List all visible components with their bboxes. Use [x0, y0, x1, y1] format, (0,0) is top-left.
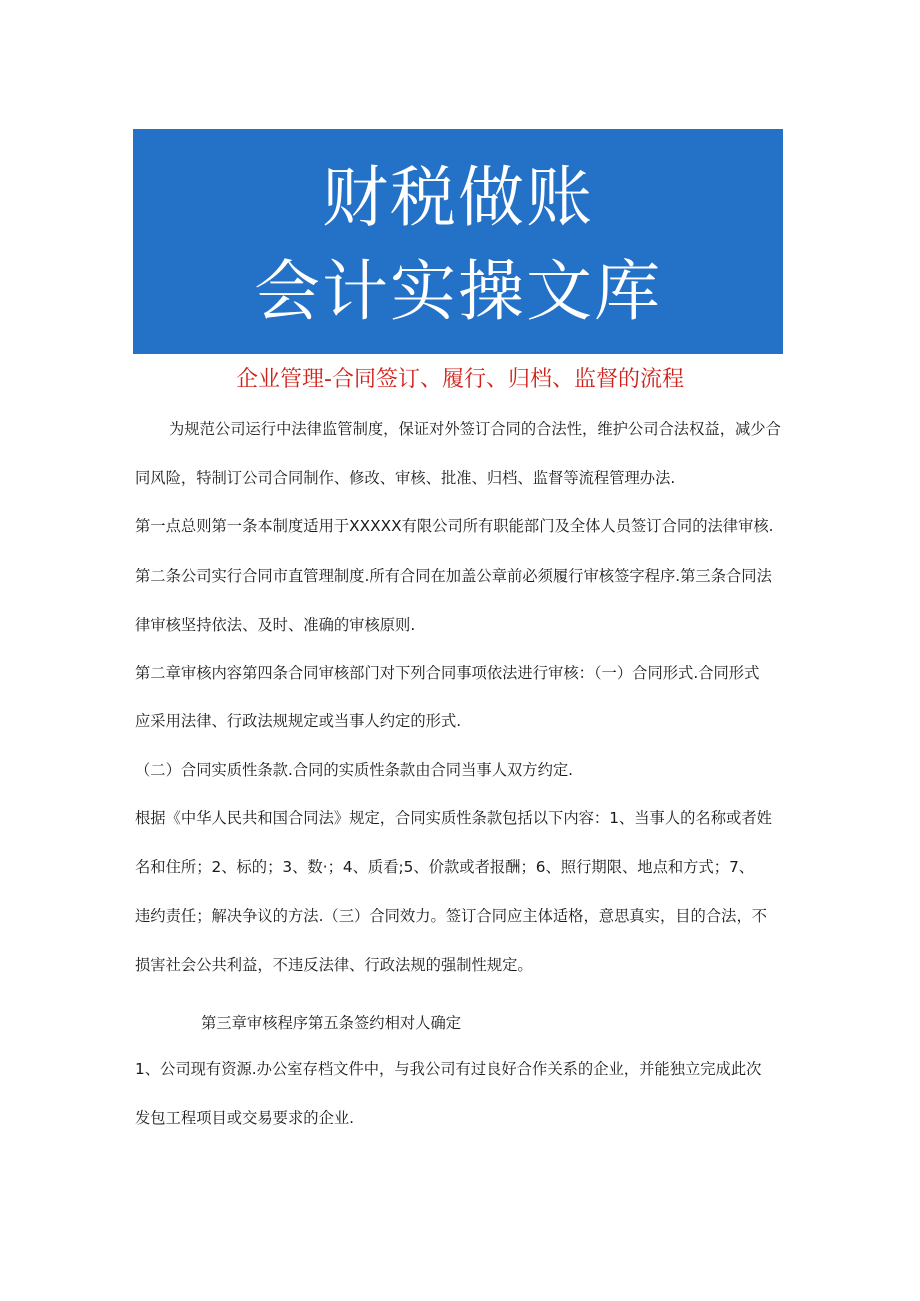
paragraph-line: 1、公司现有资源.办公室存档文件中，与我公司有过良好合作关系的企业，并能独立完成此次	[135, 1060, 762, 1078]
banner-title-line2: 会计实操文库	[254, 252, 662, 330]
document-title: 企业管理-合同签订、履行、归档、监督的流程	[236, 367, 684, 392]
paragraph-line: 第二章审核内容第四条合同审核部门对下列合同事项依法进行审核：（一）合同形式.合同形式	[135, 664, 760, 682]
paragraph-line: 第一点总则第一条本制度适用于XXXXX有限公司所有职能部门及全体人员签订合同的法律审核.	[135, 517, 774, 535]
paragraph-line: 损害社会公共利益，不违反法律、行政法规的强制性规定。	[135, 956, 533, 974]
paragraph-line: 发包工程项目或交易要求的企业.	[135, 1109, 355, 1127]
paragraph-line: 名和住所；2、标的；3、数·；4、质看;5、价款或者报酬；6、照行期限、地点和方式；7、	[135, 858, 755, 876]
paragraph-line: 违约责任；解决争议的方法.（三）合同效力。签订合同应主体适格，意思真实，目的合法，不	[135, 907, 768, 925]
paragraph-line: 同风险，特制订公司合同制作、修改、审核、批准、归档、监督等流程管理办法.	[135, 469, 676, 487]
banner-title-line1: 财税做账	[322, 158, 594, 236]
paragraph-line: 第二条公司实行合同市直管理制度.所有合同在加盖公章前必须履行审核签字程序.第三条合同法	[135, 567, 772, 585]
paragraph-line: 应采用法律、行政法规规定或当事人约定的形式.	[135, 712, 462, 730]
paragraph-line: 为规范公司运行中法律监管制度，保证对外签订合同的合法性，维护公司合法权益，减少合	[169, 420, 781, 438]
paragraph-line: （二）合同实质性条款.合同的实质性条款由合同当事人双方约定.	[135, 761, 574, 779]
paragraph-line: 根据《中华人民共和国合同法》规定，合同实质性条款包括以下内容：1、当事人的名称或者姓	[135, 809, 772, 827]
header-banner	[133, 129, 783, 354]
paragraph-line: 律审核坚持依法、及时、准确的审核原则.	[135, 616, 416, 634]
section-heading: 第三章审核程序第五条签约相对人确定	[201, 1014, 462, 1032]
